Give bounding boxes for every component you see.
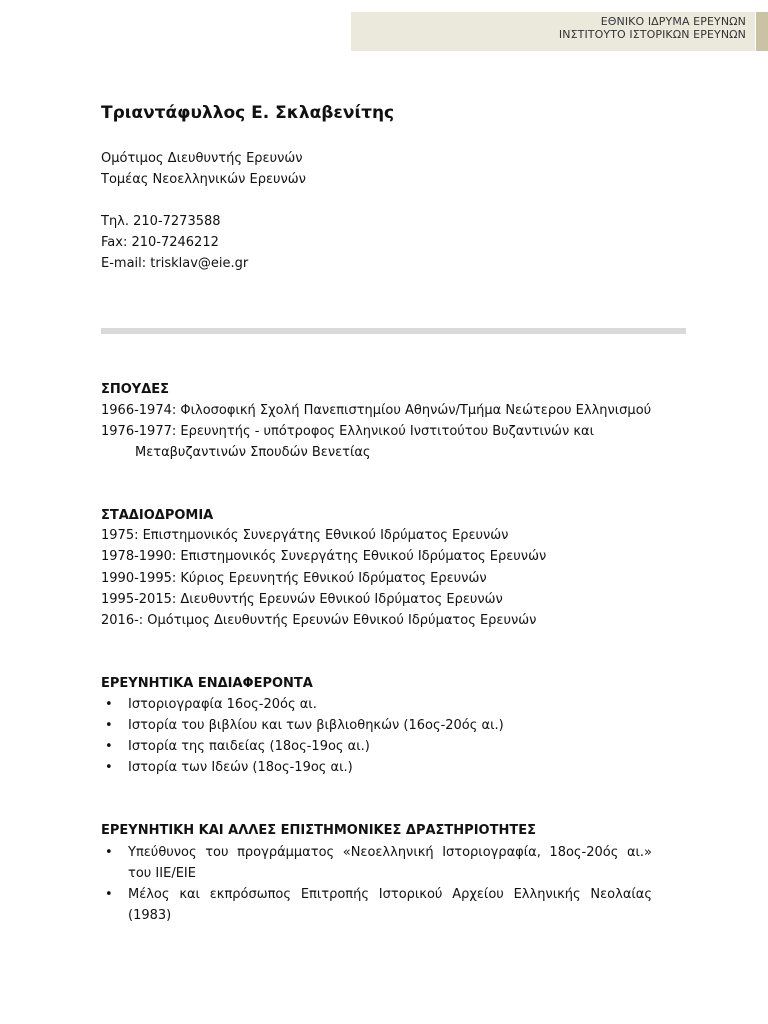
career-item: 1990-1995: Κύριος Ερευνητής Εθνικού Ιδρύματος Ερευνών <box>101 571 487 586</box>
bullet-icon: • <box>105 718 113 733</box>
career-item: 1995-2015: Διευθυντής Ερευνών Εθνικού Ιδρύματος Ερευνών <box>101 592 503 607</box>
header-foundation-name: ΕΘΝΙΚΟ ΙΔΡΥΜΑ ΕΡΕΥΝΩΝ <box>600 15 746 28</box>
profile-email: E-mail: trisklav@eie.gr <box>101 256 249 271</box>
profile-department: Τομέας Νεοελληνικών Ερευνών <box>101 172 306 187</box>
bullet-icon: • <box>105 845 113 860</box>
activities-item <box>101 884 652 926</box>
activities-item-text: Μέλος και εκπρόσωπος Επιτροπής Ιστορικού Αρχείου Ελληνικής Νεολαίας (1983) <box>128 887 652 923</box>
interests-heading: ΕΡΕΥΝΗΤΙΚΑ ΕΝΔΙΑΦΕΡΟΝΤΑ <box>101 676 313 691</box>
interests-item-text: Ιστορία των Ιδεών (18ος-19ος αι.) <box>128 760 353 775</box>
career-item: 2016-: Ομότιμος Διευθυντής Ερευνών Εθνικού Ιδρύματος Ερευνών <box>101 613 537 628</box>
interests-item-text: Ιστορία του βιβλίου και των βιβλιοθηκών (16ος-20ός αι.) <box>128 718 504 733</box>
interests-item-text: Ιστορία της παιδείας (18ος-19ος αι.) <box>128 739 370 754</box>
profile-phone: Τηλ. 210-7273588 <box>101 214 221 229</box>
bullet-icon: • <box>105 697 113 712</box>
activities-heading: ΕΡΕΥΝΗΤΙΚΗ ΚΑΙ ΑΛΛΕΣ ΕΠΙΣΤΗΜΟΝΙΚΕΣ ΔΡΑΣΤΗΡΙΟΤΗΤΕΣ <box>101 823 536 838</box>
interests-item-text: Ιστοριογραφία 16ος-20ός αι. <box>128 697 317 712</box>
studies-list <box>101 400 652 463</box>
page-title: Τριαντάφυλλος Ε. Σκλαβενίτης <box>101 103 395 123</box>
career-heading: ΣΤΑΔΙΟΔΡΟΜΙΑ <box>101 508 214 523</box>
activities-item-text: Υπεύθυνος του προγράμματος «Νεοελληνική Ιστοριογραφία, 18ος-20ός αι.» του ΙΙΕ/ΕΙΕ <box>128 845 652 881</box>
profile-fax: Fax: 210-7246212 <box>101 235 219 250</box>
studies-item: 1966-1974: Φιλοσοφική Σχολή Πανεπιστημίου Αθηνών/Τμήμα Νεώτερου Ελληνισμού <box>101 403 652 418</box>
bullet-icon: • <box>105 887 113 902</box>
studies-item: 1976-1977: Ερευνητής - υπότροφος Ελληνικού Ινστιτούτου Βυζαντινών και <box>101 424 594 439</box>
career-item: 1975: Επιστημονικός Συνεργάτης Εθνικού Ιδρύματος Ερευνών <box>101 528 509 543</box>
studies-heading: ΣΠΟΥΔΕΣ <box>101 382 170 397</box>
studies-item-continuation: Μεταβυζαντινών Σπουδών Βενετίας <box>135 445 371 460</box>
header-institute-name: ΙΝΣΤΙΤΟΥΤΟ ΙΣΤΟΡΙΚΩΝ ΕΡΕΥΝΩΝ <box>558 28 746 41</box>
interests-item <box>101 757 652 778</box>
profile-title: Ομότιμος Διευθυντής Ερευνών <box>101 151 303 166</box>
interests-item <box>101 736 652 757</box>
section-divider <box>101 328 686 334</box>
interests-item <box>101 694 652 715</box>
bullet-icon: • <box>105 739 113 754</box>
bullet-icon: • <box>105 760 113 775</box>
activities-item <box>101 842 652 884</box>
career-item: 1978-1990: Επιστημονικός Συνεργάτης Εθνικού Ιδρύματος Ερευνών <box>101 549 547 564</box>
interests-item <box>101 715 652 736</box>
header-accent-bar <box>756 12 768 51</box>
